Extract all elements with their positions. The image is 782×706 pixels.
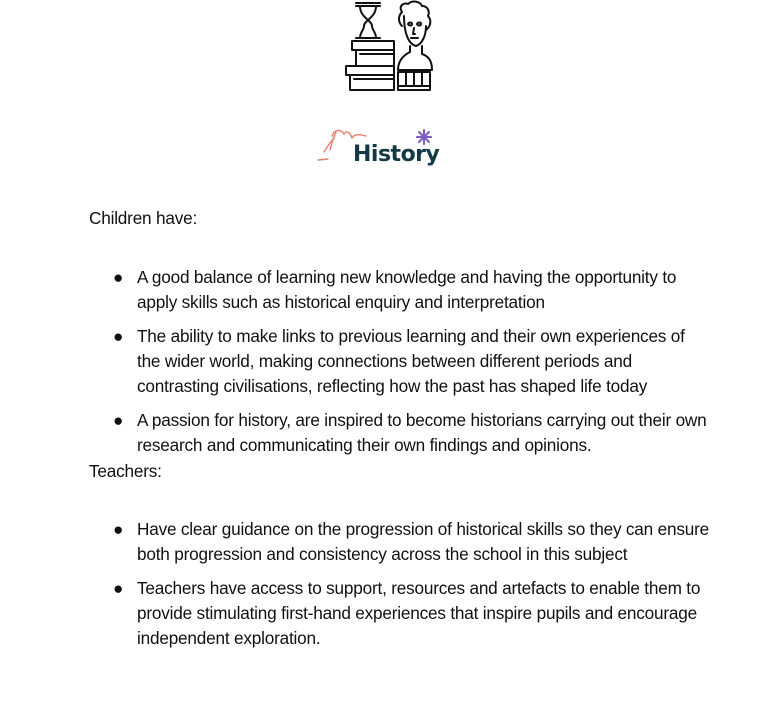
bullet-icon: ●: [113, 519, 124, 539]
list-item: [89, 324, 709, 399]
list-item: [89, 265, 709, 315]
list-item-text: A passion for history, are inspired to become historians carrying out their own research and communicating their own findings and opinions.: [137, 410, 707, 455]
bullet-icon: ●: [113, 267, 124, 287]
teachers-list: [89, 517, 709, 660]
bullet-icon: ●: [113, 326, 124, 346]
list-item-text: Have clear guidance on the progression of historical skills so they can ensure both progression and consistency across the school in this subject: [137, 519, 709, 564]
history-bust-books-hourglass-icon: [342, 0, 438, 96]
teachers-heading: Teachers:: [89, 461, 162, 481]
list-item: [89, 517, 709, 567]
list-item: [89, 576, 709, 651]
list-item-text: Teachers have access to support, resources and artefacts to enable them to provide stimulating first-hand experiences that inspire pupils and encourage independent exploration.: [137, 578, 701, 648]
list-item: [89, 408, 709, 458]
children-heading: Children have:: [89, 208, 198, 228]
bullet-icon: ●: [113, 578, 124, 598]
bullet-icon: ●: [113, 410, 124, 430]
spark-icon: [318, 159, 328, 160]
list-item-text: A good balance of learning new knowledge and having the opportunity to apply skills such as historical enquiry and interpretation: [137, 267, 677, 312]
children-list: [89, 265, 709, 467]
list-item-text: The ability to make links to previous learning and their own experiences of the wider world, making connections between different periods and contrasting civilisations, reflecting how the past has shaped life today: [137, 326, 685, 396]
subject-title: History: [353, 142, 440, 167]
